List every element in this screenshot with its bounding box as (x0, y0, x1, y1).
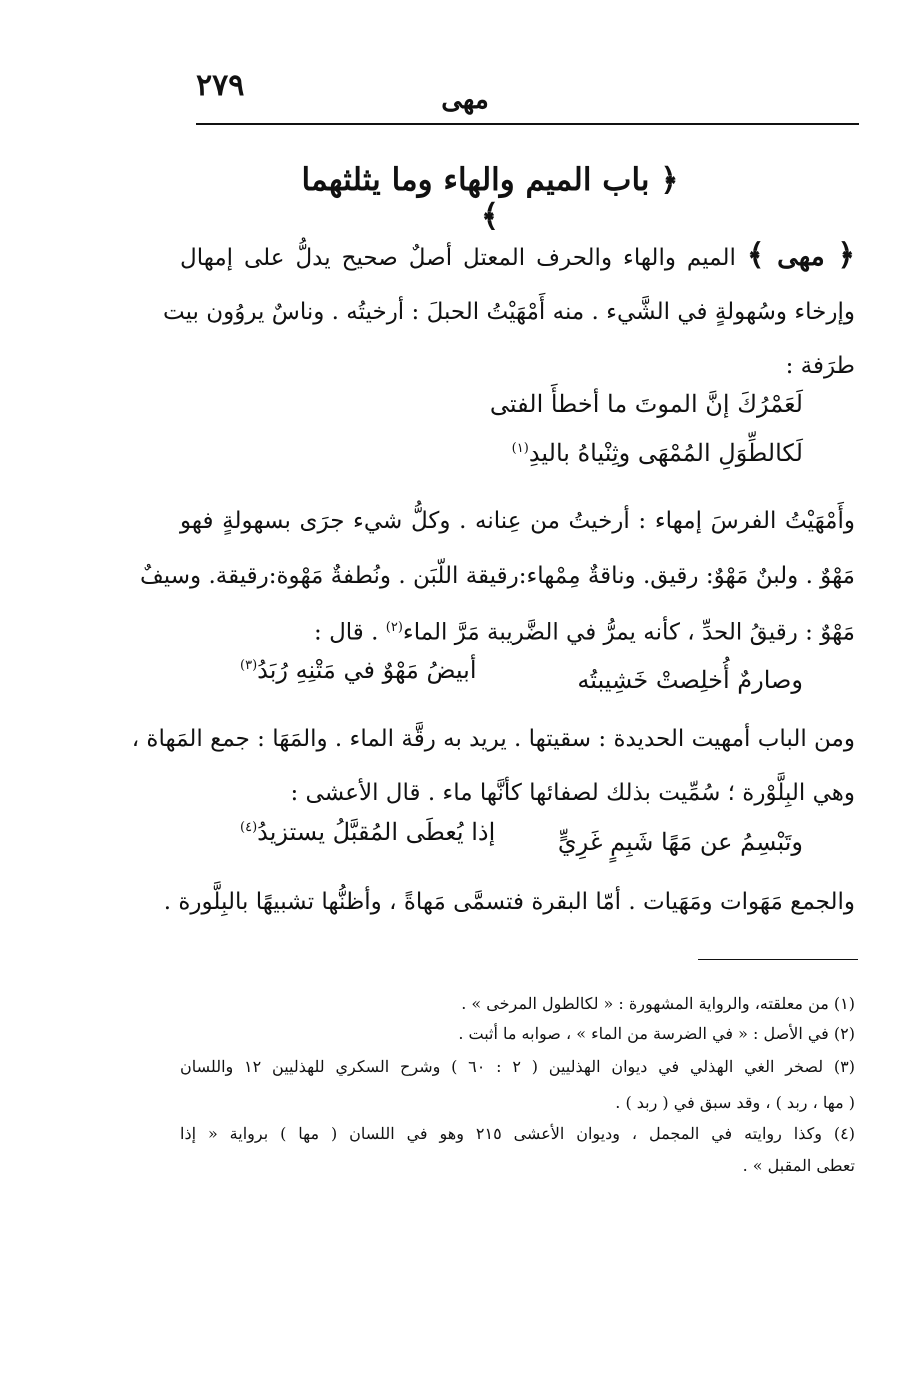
header-rule (196, 123, 859, 125)
entry-text: الميم والهاء والحرف المعتل أصلٌ صحيح يدلُّ على إمهال (180, 245, 736, 271)
entry-line-1 (180, 236, 855, 278)
footnote-ref: (٣) (240, 658, 258, 673)
footnote-4-line-1: (٤) وكذا روايته في المجمل ، وديوان الأعشى ٢١٥ وهو في اللسان ( مها ) برواية « إذا (180, 1124, 856, 1143)
entry-line-2: وإرخاء وسُهولةٍ في الشَّيء . منه أَمْهَيْتُ الحبلَ : أرخيتُه . وناسٌ يروُون بيت (163, 299, 855, 325)
verse3-hemistich2: إذا يُعطَى المُقبَّلُ يستزيدُ$^{(٤)}$ (240, 818, 496, 846)
verse2-hemistich1: وصارمٌ أُخلِصتْ خَشِيبتُه (577, 666, 803, 694)
footnote-3-line-1: (٣) لصخر الغي الهذلي في ديوان الهذليين ( ٢ : ٦٠ ) وشرح السكري للهذليين ١٢ واللسان (180, 1057, 856, 1076)
verse3-hemistich1: وتَبْسِمُ عن مَهًا شَبِمٍ غَرِيٍّ (557, 828, 803, 856)
body2-line-2: وهي البِلَّوْرة ؛ سُمِّيت بذلك لصفائها كأنَّها ماء . قال الأعشى : (290, 780, 855, 806)
running-head: مهى (441, 85, 489, 115)
footnote-4-line-2: تعطى المقبل » . (742, 1156, 855, 1175)
footnote-2: (٢) في الأصل : « في الضرسة من الماء » ، صوابه ما أثبت . (458, 1024, 855, 1043)
verse1-hemistich1: لَعَمْرُكَ إنَّ الموتَ ما أخطأَ الفتى (489, 390, 803, 418)
body-line-2: مَهْوٌ . ولبنٌ مَهْوٌ: رقيق. وناقةٌ مِمْهاء:رقيقة اللّبَن . ونُطفةٌ مَهْوة:رقيقة. وسيفٌ (140, 563, 855, 589)
entry-headword: ﴿ مهى ﴾ (746, 238, 856, 273)
page-number: ٢٧٩ (196, 68, 245, 103)
body2-line-1: ومن الباب أمهيت الحديدة : سقيتها . يريد به رقَّة الماء . والمَهَا : جمع المَهاة ، (131, 726, 855, 752)
footnote-rule (698, 959, 858, 960)
verse2-hemistich2: أبيضُ مَهْوٌ في مَتْنِهِ رُبَدُ$^{(٣)}$ (240, 656, 477, 684)
chapter-title: ﴿ باب الميم والهاء وما يثلثهما ﴾ (301, 162, 679, 234)
entry-line-3: طرَفة : (785, 353, 855, 379)
body3-line-1: والجمع مَهَوات ومَهَيات . أمّا البقرة فتسمَّى مَهاةً ، وأظنُّها تشبيهًا بالبِلَّورة . (163, 889, 855, 915)
footnote-ref: (١) (511, 441, 529, 456)
footnote-ref: (٢) (385, 620, 403, 635)
verse1-hemistich2: لَكالطِّوَلِ المُمْهَى وثِنْياهُ باليدِ$^{(١)}$ (511, 439, 803, 467)
footnote-1: (١) من معلقته، والرواية المشهورة : « لكالطول المرخى » . (461, 994, 855, 1013)
body-line-3: مَهْوٌ : رقيقُ الحدِّ ، كأنه يمرُّ في الضَّريبة مَرَّ الماء$^{(٢)}$ . قال : (314, 619, 855, 646)
body-line-1: وأَمْهَيْتُ الفرسَ إمهاء : أرخيتُ من عِنانه . وكلُّ شيء جرَى بسهولةٍ فهو (180, 508, 855, 534)
footnote-ref: (٤) (240, 820, 258, 835)
footnote-3-line-2: ( مها ، ربد ) ، وقد سبق في ( ربد ) . (615, 1093, 855, 1112)
